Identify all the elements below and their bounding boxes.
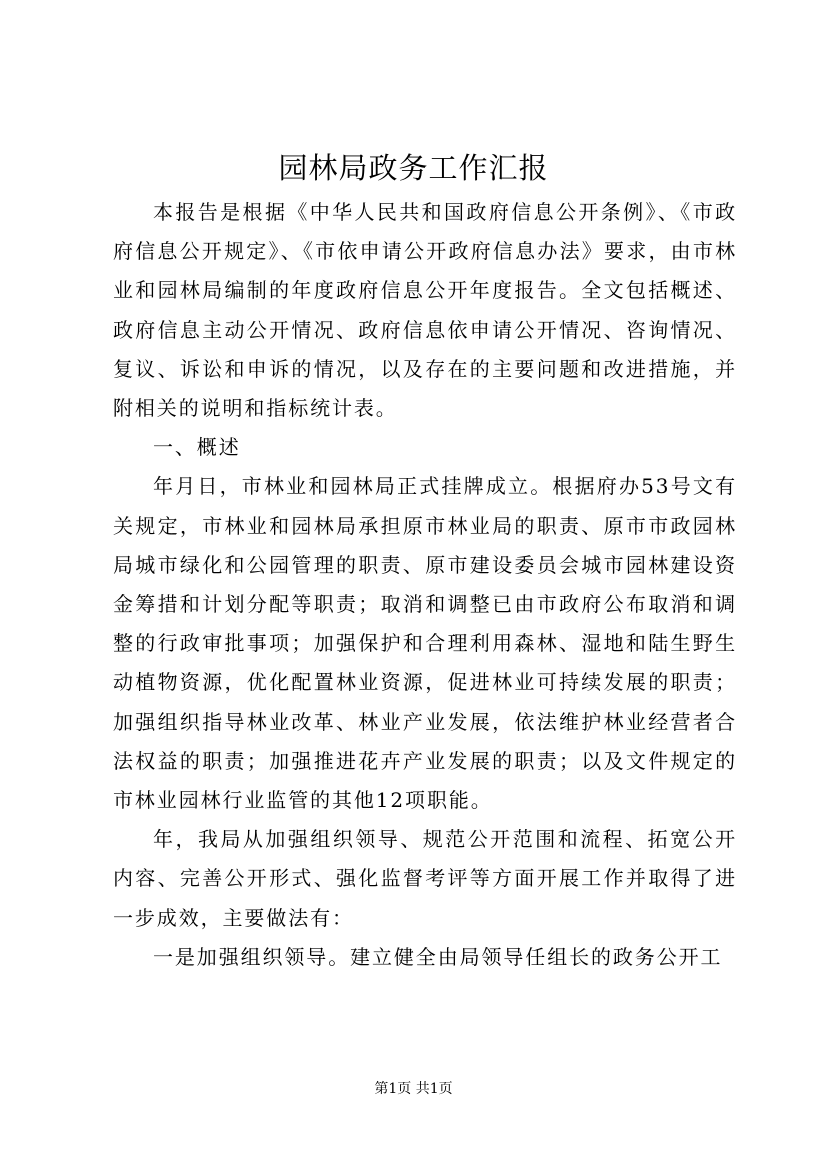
paragraph-intro: 本报告是根据《中华人民共和国政府信息公开条例》、《市政府信息公开规定》、《市依申请公开政府信息办法》要求，由市林业和园林局编制的年度政府信息公开年度报告。全文包括概述、政府信息主动公开情况、政府信息依申请公开情况、咨询情况、复议、诉讼和申诉的情况，以及存在的主要问题和改进措施，并附相关的说明和指标统计表。 bbox=[113, 200, 737, 421]
section-heading-overview: 一、概述 bbox=[153, 435, 241, 460]
paragraph-work-summary: 年，我局从加强组织领导、规范公开范围和流程、拓宽公开内容、完善公开形式、强化监督考评等方面开展工作并取得了进一步成效，主要做法有： bbox=[113, 827, 737, 930]
document-title: 园林局政务工作汇报 bbox=[278, 151, 549, 185]
paragraph-measure-one: 一是加强组织领导。建立健全由局领导任组长的政务公开工 bbox=[153, 944, 723, 969]
page-footer: 第1页 共1页 bbox=[374, 1081, 453, 1097]
paragraph-overview: 年月日，市林业和园林局正式挂牌成立。根据府办53号文有关规定，市林业和园林局承担原市林业局的职责、原市市政园林局城市绿化和公园管理的职责、原市建设委员会城市园林建设资金筹措和计划分配等职责；取消和调整已由市政府公布取消和调整的行政审批事项；加强保护和合理利用森林、湿地和陆生野生动植物资源，优化配置林业资源，促进林业可持续发展的职责；加强组织指导林业改革、林业产业发展，依法维护林业经营者合法权益的职责；加强推进花卉产业发展的职责；以及文件规定的市林业园林行业监管的其他12项职能。 bbox=[113, 474, 737, 813]
document-body bbox=[113, 193, 737, 977]
